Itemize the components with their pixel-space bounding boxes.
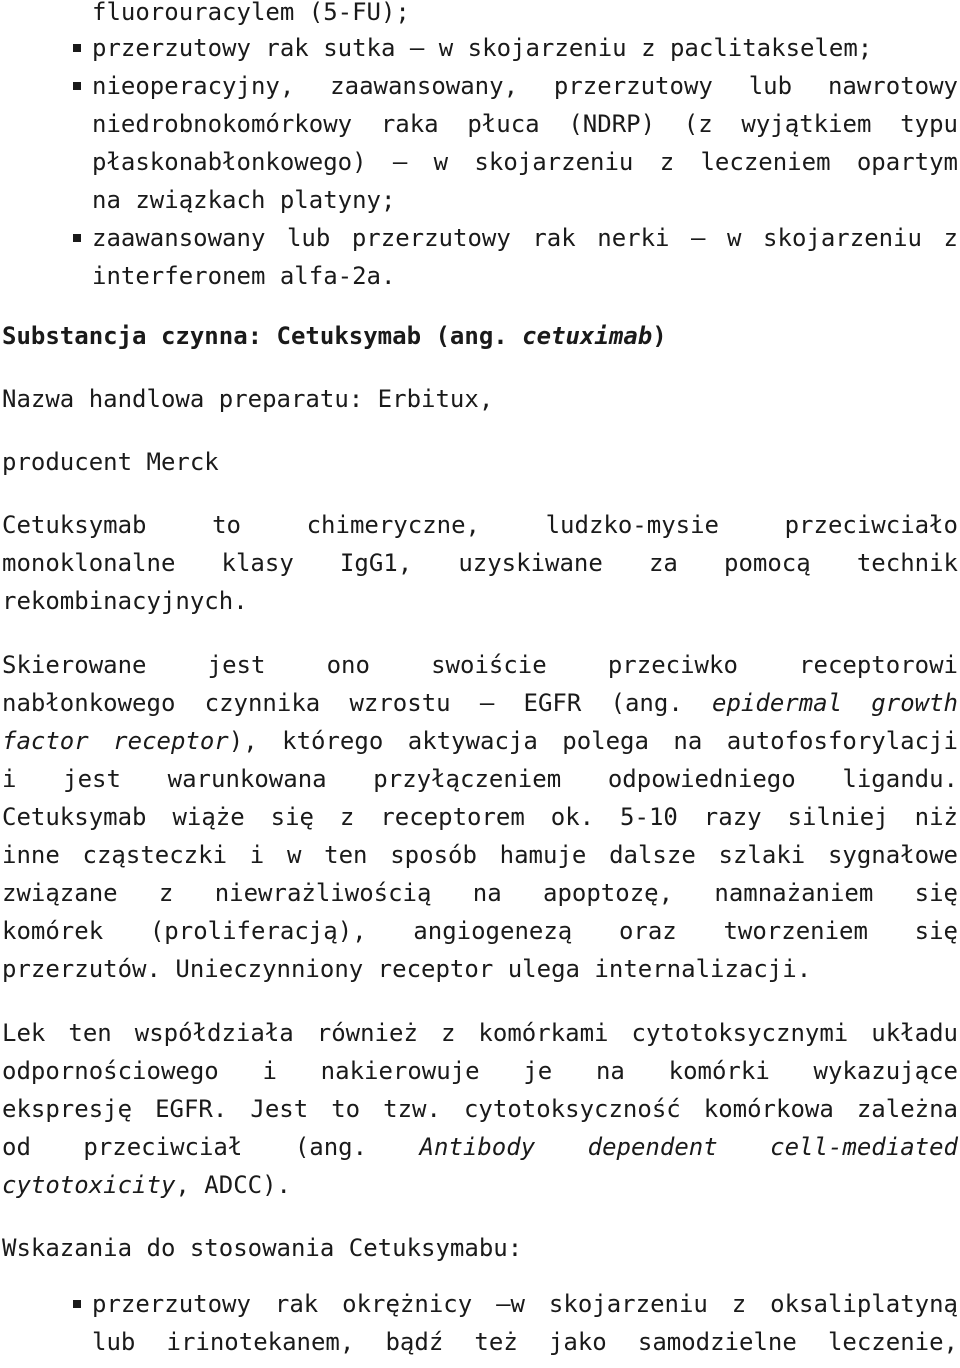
substance-heading (2, 318, 958, 354)
paragraph-line: Cetuksymab wiąże się z receptorem ok. 5-10 razy silniej niż (2, 803, 958, 831)
paragraph-latin: cytotoxicity (2, 1171, 176, 1199)
paragraph-latin: Antibody dependent cell-mediated (419, 1133, 958, 1161)
list-item-nsclc-line: na związkach platyny; (92, 186, 396, 214)
list-item-breast-cancer: przerzutowy rak sutka – w skojarzeniu z paclitakselem; (92, 34, 873, 62)
substance-heading-latin: cetuximab (522, 322, 653, 350)
paragraph-text: , ADCC). (175, 1171, 291, 1199)
paragraph-line: inne cząsteczki i w ten sposób hamuje dalsze szlaki sygnałowe (2, 841, 958, 869)
bullet-icon (73, 44, 81, 52)
substance-heading-close: ) (652, 322, 667, 350)
bullet-icon (73, 234, 81, 242)
list-item-kidney-line: zaawansowany lub przerzutowy rak nerki – w skojarzeniu z (92, 224, 958, 252)
paragraph-line: związane z niewrażliwością na apoptozę, namnażaniem się (2, 879, 958, 907)
paragraph-line (2, 1129, 958, 1165)
indications-heading: Wskazania do stosowania Cetuksymabu: (2, 1234, 523, 1262)
paragraph-text: od przeciwciał (ang. (2, 1133, 420, 1161)
paragraph-text: ), którego aktywacja polega na autofosforylacji (228, 727, 958, 755)
paragraph-line (2, 1167, 958, 1203)
list-item-nsclc-line: nieoperacyjny, zaawansowany, przerzutowy lub nawrotowy (92, 72, 958, 100)
paragraph-line: i jest warunkowana przyłączeniem odpowiedniego ligandu. (2, 765, 958, 793)
paragraph-latin: factor receptor (2, 727, 229, 755)
paragraph-line: odpornościowego i nakierowuje je na komórki wykazujące (2, 1057, 958, 1085)
paragraph-line: monoklonalne klasy IgG1, uzyskiwane za pomocą technik (2, 549, 958, 577)
list-item-colon-line: przerzutowy rak okrężnicy –w skojarzeniu z oksaliplatyną (92, 1290, 958, 1318)
substance-heading-text: Substancja czynna: Cetuksymab (ang. (2, 322, 523, 350)
paragraph-line: Cetuksymab to chimeryczne, ludzko-mysie przeciwciało (2, 511, 958, 539)
list-item-nsclc-line: płaskonabłonkowego) – w skojarzeniu z leczeniem opartym (92, 148, 958, 176)
paragraph-line (2, 685, 958, 721)
paragraph-line: Lek ten współdziała również z komórkami cytotoksycznymi układu (2, 1019, 958, 1047)
list-item-nsclc-line: niedrobnokomórkowy raka płuca (NDRP) (z wyjątkiem typu (92, 110, 958, 138)
paragraph-text: nabłonkowego czynnika wzrostu – EGFR (ang. (2, 689, 713, 717)
trade-name: Nazwa handlowa preparatu: Erbitux, (2, 385, 494, 413)
bullet-icon (73, 82, 81, 90)
paragraph-line: przerzutów. Unieczynniony receptor ulega internalizacji. (2, 955, 812, 983)
producer: producent Merck (2, 448, 219, 476)
paragraph-line (2, 723, 958, 759)
list-item-kidney-line: interferonem alfa-2a. (92, 262, 396, 290)
paragraph-latin: epidermal growth (712, 689, 959, 717)
paragraph-line: rekombinacyjnych. (2, 587, 248, 615)
list-continuation: fluorouracylem (5-FU); (92, 0, 410, 26)
bullet-icon (73, 1300, 81, 1308)
paragraph-line: Skierowane jest ono swoiście przeciwko receptorowi (2, 651, 958, 679)
list-item-colon-line: lub irinotekanem, bądź też jako samodzielne leczenie, (92, 1328, 958, 1356)
paragraph-line: ekspresję EGFR. Jest to tzw. cytotoksyczność komórkowa zależna (2, 1095, 958, 1123)
paragraph-line: komórek (proliferacją), angiogenezą oraz tworzeniem się (2, 917, 958, 945)
